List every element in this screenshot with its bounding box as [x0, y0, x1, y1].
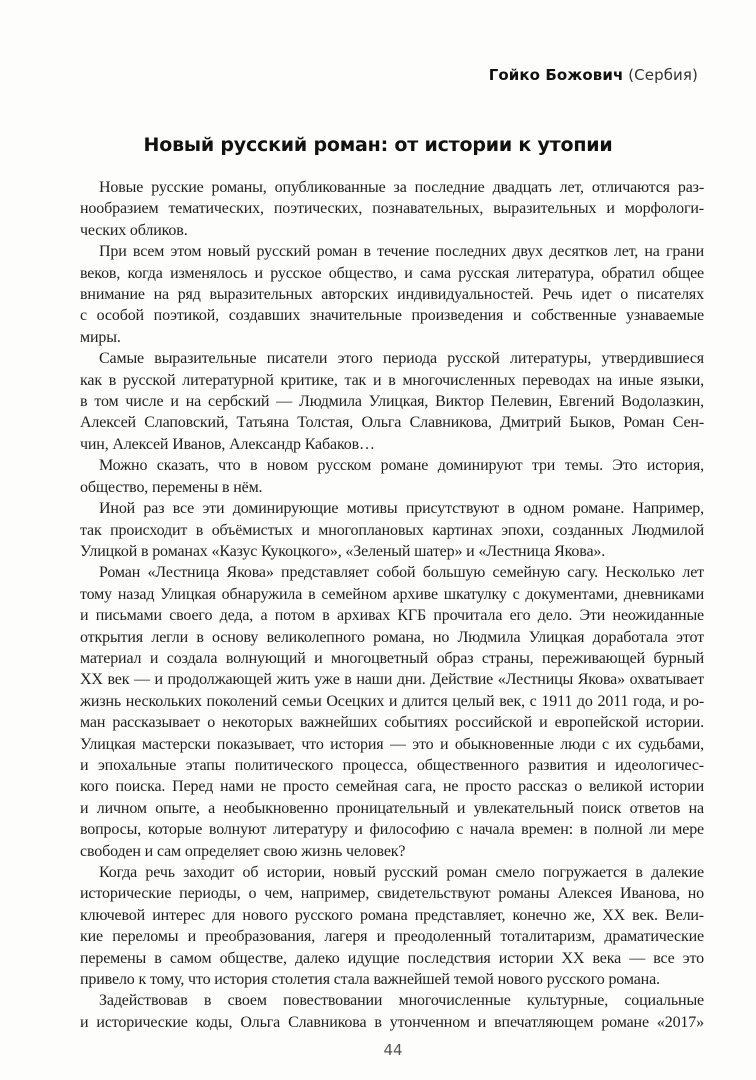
text-line: свободен и сам определяет свою жизнь человек? — [80, 842, 406, 860]
text-line: миры. — [80, 328, 121, 346]
text-line: ческих обликов. — [80, 221, 188, 239]
text-line: материал и создала волнующий и многоцветный образ страны, переживающей бурный — [80, 649, 704, 667]
author-name: Гойко Божович — [488, 66, 624, 84]
text-line: При всем этом новый русский роман в течение последних двух десятков лет, на грани — [99, 243, 704, 261]
text-line: как в русской литературной критике, так и в многочисленных переводах на иные языки, — [80, 371, 704, 389]
page-number: 44 — [383, 1041, 403, 1059]
text-line: Можно сказать, что в новом русском романе доминируют три темы. Это история, — [99, 457, 704, 475]
text-line: жизнь нескольких поколений семьи Осецких и длится целый век, с 1911 до 2011 года, и ро- — [80, 692, 704, 710]
text-line: Улицкой в романах «Казус Кукоцкого», «Зеленый шатер» и «Лестница Якова». — [80, 542, 606, 560]
paragraph — [80, 498, 704, 562]
text-line: и личном опыте, а необыкновенно проницательный и увлекательный поиск ответов на — [80, 799, 704, 817]
paragraph — [80, 177, 704, 241]
text-line: Иной раз все эти доминирующие мотивы присутствуют в одном романе. Например, — [99, 500, 704, 518]
text-line: внимание на ряд выразительных авторских индивидуальностей. Речь идет о писателях — [80, 286, 704, 304]
text-line: нообразием тематических, поэтических, познавательных, выразительных и морфологи- — [80, 200, 704, 218]
text-line: исторические периоды, о чем, например, свидетельствуют романы Алексея Иванова, но — [80, 885, 704, 903]
text-line: общество, перемены в нём. — [80, 478, 263, 496]
text-line: Алексей Слаповский, Татьяна Толстая, Ольга Славникова, Дмитрий Быков, Роман Сен- — [80, 414, 704, 432]
paragraph — [80, 348, 704, 455]
text-line: ман рассказывает о некоторых важнейших событиях российской и европейской истории. — [80, 714, 704, 732]
text-line: тому назад Улицкая обнаружила в семейном архиве шкатулку с документами, дневниками — [80, 585, 704, 603]
paragraph — [80, 455, 704, 498]
text-line: Улицкая мастерски показывает, что история — это и обыкновенные люди с их судьбами, — [80, 735, 704, 753]
text-line: XX век — и продолжающей жить уже в наши дни. Действие «Лестницы Якова» охватывает — [80, 671, 704, 689]
text-line: и эпохальные этапы политического процесса, общественного развития и идеологичес- — [80, 756, 704, 774]
text-line: перемены в самом обществе, далеко идущие последствия истории XX века — все это — [80, 949, 704, 967]
text-line: веков, когда изменялось и русское общество, и сама русская литература, обратил общее — [80, 264, 704, 282]
article-body — [80, 177, 704, 1033]
text-line: кого поиска. Перед нами не просто семейная сага, не просто рассказ о великой истории — [80, 778, 704, 796]
text-line: Роман «Лестница Якова» представляет собой большую семейную сагу. Несколько лет — [99, 564, 704, 582]
text-line: и письмами своего деда, а потом в архивах КГБ прочитала его дело. Эти неожиданные — [80, 607, 704, 625]
text-line: в том числе и на сербский — Людмила Улицкая, Виктор Пелевин, Евгений Водолазкин, — [80, 393, 704, 411]
text-line: Новые русские романы, опубликованные за последние двадцать лет, отличаются раз- — [99, 179, 704, 196]
article-title: Новый русский роман: от истории к утопии — [143, 134, 613, 156]
text-line: чин, Алексей Иванов, Александр Кабаков… — [80, 435, 375, 453]
paragraph — [80, 990, 704, 1033]
paragraph — [80, 241, 704, 348]
text-line: и исторические коды, Ольга Славникова в утонченном и впечатляющем романе «2017» — [80, 1013, 704, 1031]
text-line: с особой поэтикой, создавших значительные произведения и собственные узнаваемые — [80, 307, 704, 325]
paragraph — [80, 562, 704, 862]
running-header-author — [489, 66, 698, 84]
text-line: Задействовав в своем повествовании многочисленные культурные, социальные — [99, 992, 704, 1010]
text-line: Когда речь заходит об истории, новый русский роман смело погружается в далекие — [99, 864, 704, 881]
text-line: ключевой интерес для нового русского романа представляет, конечно же, XX век. Вели- — [80, 906, 704, 924]
paragraph — [80, 862, 704, 990]
text-line: Самые выразительные писатели этого периода русской литературы, утвердившиеся — [99, 350, 704, 368]
author-country: (Сербия) — [628, 66, 698, 84]
text-line: так происходит в объёмистых и многоплановых картинах эпохи, созданных Людмилой — [80, 521, 704, 539]
text-line: кие переломы и преобразования, лагеря и преодоленный тоталитаризм, драматические — [80, 928, 704, 946]
text-line: привело к тому, что история столетия стала важнейшей темой нового русского романа. — [80, 971, 660, 989]
text-line: открытия легли в основу великолепного романа, но Людмила Улицкая доработала этот — [80, 628, 704, 646]
text-line: вопросы, которые волнуют литературу и философию с начала времен: в полной ли мере — [80, 821, 704, 839]
